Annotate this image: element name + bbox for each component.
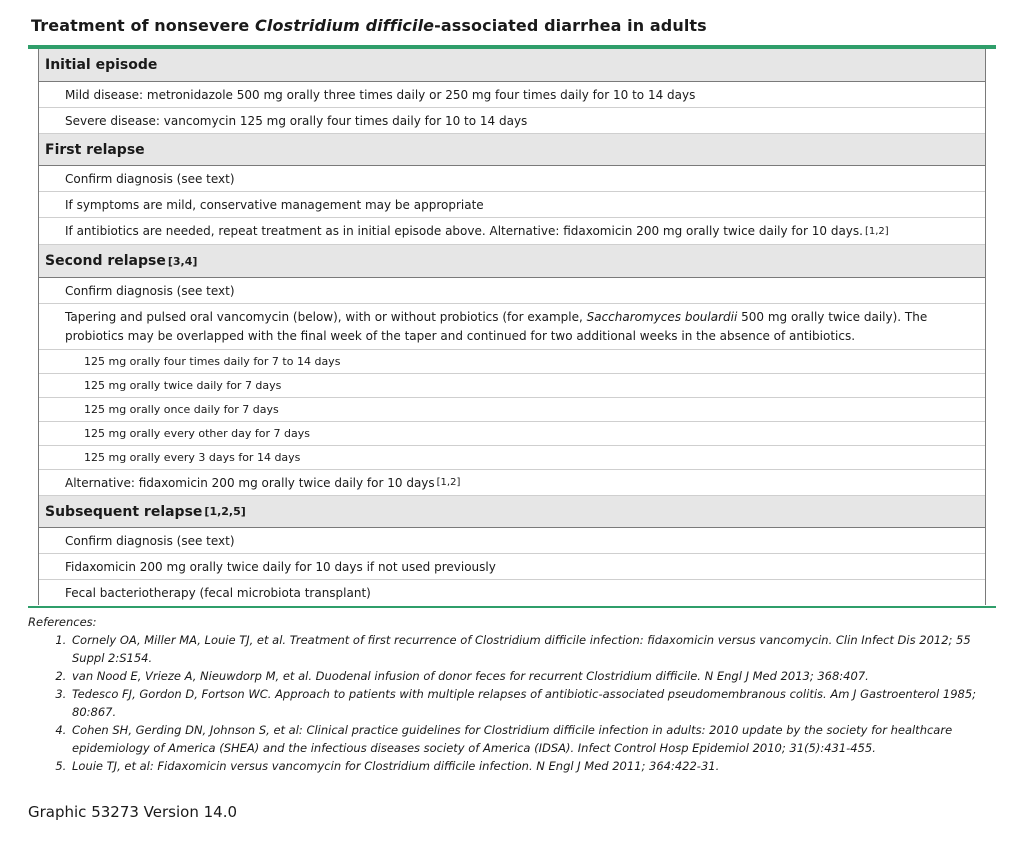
citation-ref: [1,2] (436, 477, 461, 488)
title-suffix: -associated diarrhea in adults (434, 16, 707, 35)
references (28, 613, 988, 775)
section-title: Second relapse (45, 253, 166, 269)
table-row (39, 108, 985, 134)
citation-ref: [1,2,5] (204, 505, 246, 518)
page-title (31, 16, 707, 35)
table-row (39, 580, 985, 605)
reference-item: 1. Cornely OA, Miller MA, Louie TJ, et al. Treatment of first recurrence of Clostridium difficile infection: fidaxomicin versus vancomycin. Clin Infect Dis 2012; 55 Suppl 2:S154. (70, 631, 988, 667)
treatment-table (38, 49, 986, 605)
table-row (39, 82, 985, 108)
table-row (39, 470, 985, 496)
dose-row (39, 422, 985, 446)
row-text: Fecal bacteriotherapy (fecal microbiota transplant) (65, 585, 371, 600)
row-text: If symptoms are mild, conservative management may be appropriate (65, 197, 484, 212)
row-text: Confirm diagnosis (see text) (65, 171, 235, 186)
probiotic-name: Saccharomyces boulardii (586, 310, 738, 324)
section-header-first-relapse (39, 134, 985, 166)
table-row (39, 192, 985, 218)
table-row (39, 528, 985, 554)
dose-row (39, 350, 985, 374)
row-text: Severe disease: vancomycin 125 mg orally four times daily for 10 to 14 days (65, 113, 528, 128)
row-text: If antibiotics are needed, repeat treatment as in initial episode above. Alternative: fidaxomicin 200 mg orally twice daily for 10 days. (65, 224, 863, 238)
section-title: First relapse (45, 141, 145, 158)
table-row (39, 278, 985, 304)
row-text: Confirm diagnosis (see text) (65, 533, 235, 548)
dose-text: 125 mg orally four times daily for 7 to 14 days (84, 355, 341, 368)
taper-text (65, 308, 975, 346)
row-text: Mild disease: metronidazole 500 mg orally three times daily or 250 mg four times daily for 10 to 14 days (65, 87, 696, 102)
dose-text: 125 mg orally once daily for 7 days (84, 403, 279, 416)
dose-text: 125 mg orally every 3 days for 14 days (84, 451, 301, 464)
row-text: Fidaxomicin 200 mg orally twice daily for 10 days if not used previously (65, 559, 496, 574)
taper-text-part: Tapering and pulsed oral vancomycin (below), with or without probiotics (for example, (65, 310, 587, 324)
title-prefix: Treatment of nonsevere (31, 16, 256, 35)
table-row-taper (39, 304, 985, 350)
citation-ref: [3,4] (167, 254, 198, 268)
dose-text: 125 mg orally every other day for 7 days (84, 427, 310, 440)
reference-item: 4. Cohen SH, Gerding DN, Johnson S, et al: Clinical practice guidelines for Clostridium difficile infection in adults: 2010 update by the society for healthcare epidemiology of America (SHEA) and the infectious diseases society of America (IDSA). Infect Control Hosp Epidemiol 2010; 31(5):431-455. (70, 721, 988, 757)
table-row (39, 218, 985, 245)
dose-text: 125 mg orally twice daily for 7 days (84, 379, 282, 392)
bottom-divider (28, 606, 996, 608)
row-text: Confirm diagnosis (see text) (65, 283, 235, 298)
reference-item: 5. Louie TJ, et al: Fidaxomicin versus vancomycin for Clostridium difficile infection. N Engl J Med 2011; 364:422-31. (70, 757, 988, 775)
row-text: Alternative: fidaxomicin 200 mg orally twice daily for 10 days (65, 475, 435, 490)
section-header-initial-episode (39, 49, 985, 82)
title-italic: Clostridium difficile (255, 16, 435, 35)
dose-row (39, 374, 985, 398)
section-header-second-relapse (39, 245, 985, 278)
section-header-subsequent-relapse (39, 496, 985, 528)
section-title: Subsequent relapse (45, 503, 203, 520)
reference-list (28, 631, 988, 775)
graphic-version: Graphic 53273 Version 14.0 (28, 803, 238, 821)
citation-ref: [1,2] (864, 225, 889, 237)
section-title: Initial episode (45, 57, 158, 73)
dose-row (39, 446, 985, 470)
taper-text-part: 500 mg orally twice daily). The probiotics may be overlapped with the final week of the taper and continued for two additional weeks in the absence of antibiotics. (65, 310, 928, 343)
references-label: References: (28, 615, 97, 629)
table-row (39, 166, 985, 192)
reference-item: 3. Tedesco FJ, Gordon D, Fortson WC. Approach to patients with multiple relapses of antibiotic-associated pseudomembranous colitis. Am J Gastroenterol 1985; 80:867. (70, 685, 988, 721)
reference-item: 2. van Nood E, Vrieze A, Nieuwdorp M, et al. Duodenal infusion of donor feces for recurrent Clostridium difficile. N Engl J Med 2013; 368:407. (70, 667, 988, 685)
table-row (39, 554, 985, 580)
dose-row (39, 398, 985, 422)
